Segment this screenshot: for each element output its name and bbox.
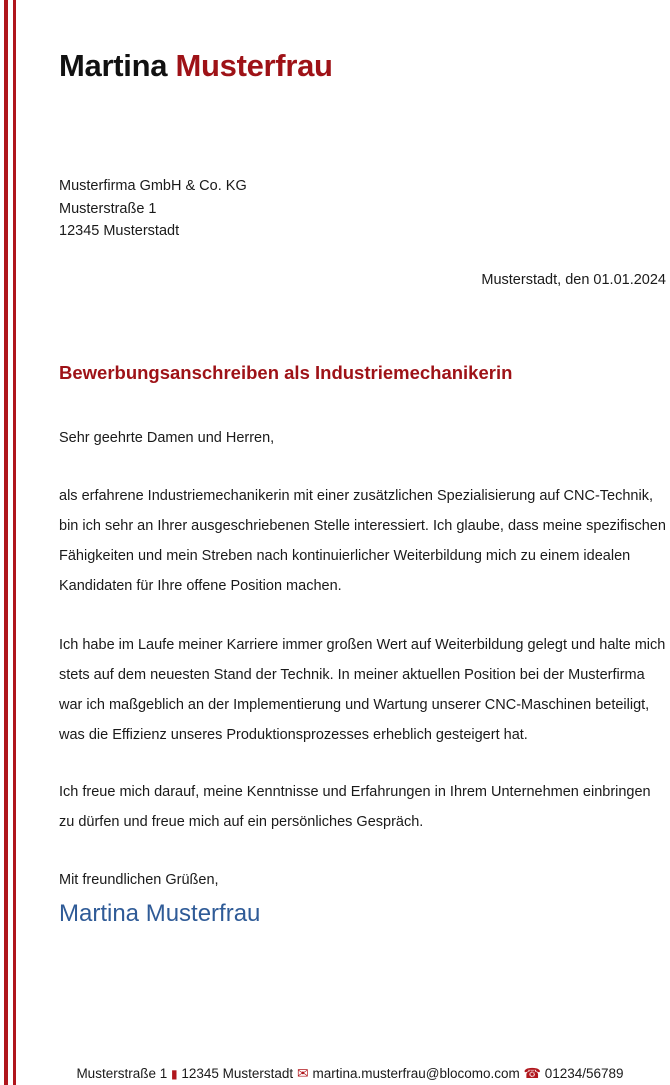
salutation: Sehr geehrte Damen und Herren, bbox=[59, 430, 275, 446]
body-paragraph-1: als erfahrene Industriemechanikerin mit einer zusätzlichen Spezialisierung auf CNC-Technik, bin ich sehr an Ihrer ausgeschriebenen Stelle interessiert. Ich glaube, dass meine spezifischen Fähigkeiten und mein Streben nach kontinuierlicher Weiterbildung mich zu einem idealen Kandidaten für Ihre offene Position machen. bbox=[59, 488, 666, 594]
recipient-address bbox=[59, 175, 247, 243]
recipient-street: Musterstraße 1 bbox=[59, 200, 157, 217]
recipient-company: Musterfirma GmbH & Co. KG bbox=[59, 178, 247, 194]
left-accent-bar-inner bbox=[13, 0, 16, 1085]
letter-date: Musterstadt, den 01.01.2024 bbox=[481, 272, 666, 288]
footer-contact bbox=[0, 1065, 670, 1082]
footer-city: 12345 Musterstadt bbox=[181, 1066, 294, 1081]
footer-street: Musterstraße 1 bbox=[76, 1066, 168, 1081]
signature: Martina Musterfrau bbox=[59, 900, 261, 927]
body-paragraph-2: Ich habe im Laufe meiner Karriere immer großen Wert auf Weiterbildung gelegt und halte mich stets auf dem neuesten Stand der Technik. In meiner aktuellen Position bei der Musterfirma war ich maßgeblich an der Implementierung und Wartung unserer CNC-Maschinen beteiligt, was die Effizienz unseres Produktionsprozesses erheblich gesteigert hat. bbox=[59, 637, 666, 743]
location-pin-icon: ▮ bbox=[170, 1067, 178, 1081]
letter-subject: Bewerbungsanschreiben als Industriemechanikerin bbox=[59, 362, 513, 383]
sender-name bbox=[59, 48, 333, 84]
closing: Mit freundlichen Grüßen, bbox=[59, 872, 219, 888]
sender-last-name: Musterfrau bbox=[175, 48, 333, 83]
envelope-icon: ✉ bbox=[296, 1065, 309, 1081]
sender-first-name: Martina bbox=[59, 48, 168, 83]
footer-phone[interactable]: 01234/56789 bbox=[544, 1066, 624, 1081]
telephone-icon: ☎ bbox=[523, 1065, 541, 1081]
footer-email[interactable]: martina.musterfrau@blocomo.com bbox=[312, 1066, 520, 1081]
body-paragraph-3: Ich freue mich darauf, meine Kenntnisse und Erfahrungen in Ihrem Unternehmen einbringen zu dürfen und freue mich auf ein persönliches Gespräch. bbox=[59, 784, 651, 830]
recipient-city: 12345 Musterstadt bbox=[59, 223, 180, 239]
left-accent-bar-outer bbox=[4, 0, 8, 1085]
